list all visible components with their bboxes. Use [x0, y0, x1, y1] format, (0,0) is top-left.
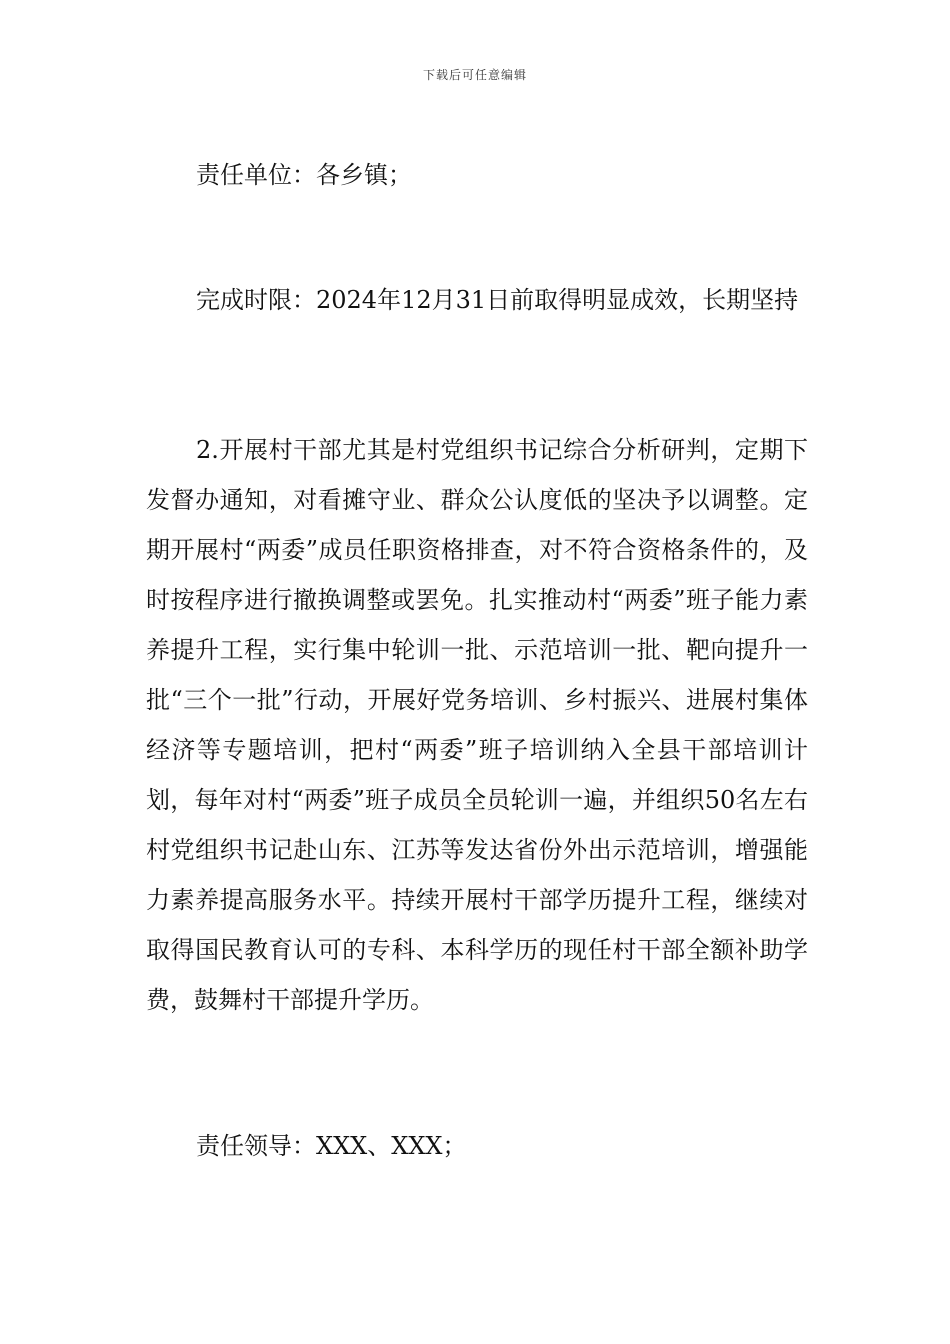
header-note: 下载后可任意编辑 [422, 68, 527, 82]
paragraph-responsible-leader: 责任领导：XXX、XXX； [196, 1132, 467, 1160]
paragraph-responsible-unit: 责任单位：各乡镇； [196, 161, 412, 189]
paragraph-main-content: 2.开展村干部尤其是村党组织书记综合分析研判，定期下发督办通知，对看摊守业、群众公认度低的坚决予以调整。定期开展村“两委”成员任职资格排查，对不符合资格条件的，及时按程序进行撤换调整或罢免。扎实推动村“两委”班子能力素养提升工程，实行集中轮训一批、示范培训一批、靶向提升一批“三个一批”行动，开展好党务培训、乡村振兴、进展村集体经济等专题培训，把村“两委”班子培训纳入全县干部培训计划，每年对村“两委”班子成员全员轮训一遍，并组织50名左右村党组织书记赴山东、江苏等发达省份外出示范培训，增强能力素养提高服务水平。持续开展村干部学历提升工程，继续对取得国民教育认可的专科、本科学历的现任村干部全额补助学费，鼓舞村干部提升学历。 [146, 436, 808, 1014]
paragraph-deadline: 完成时限：2024年12月31日前取得明显成效，长期坚持 [196, 286, 799, 314]
